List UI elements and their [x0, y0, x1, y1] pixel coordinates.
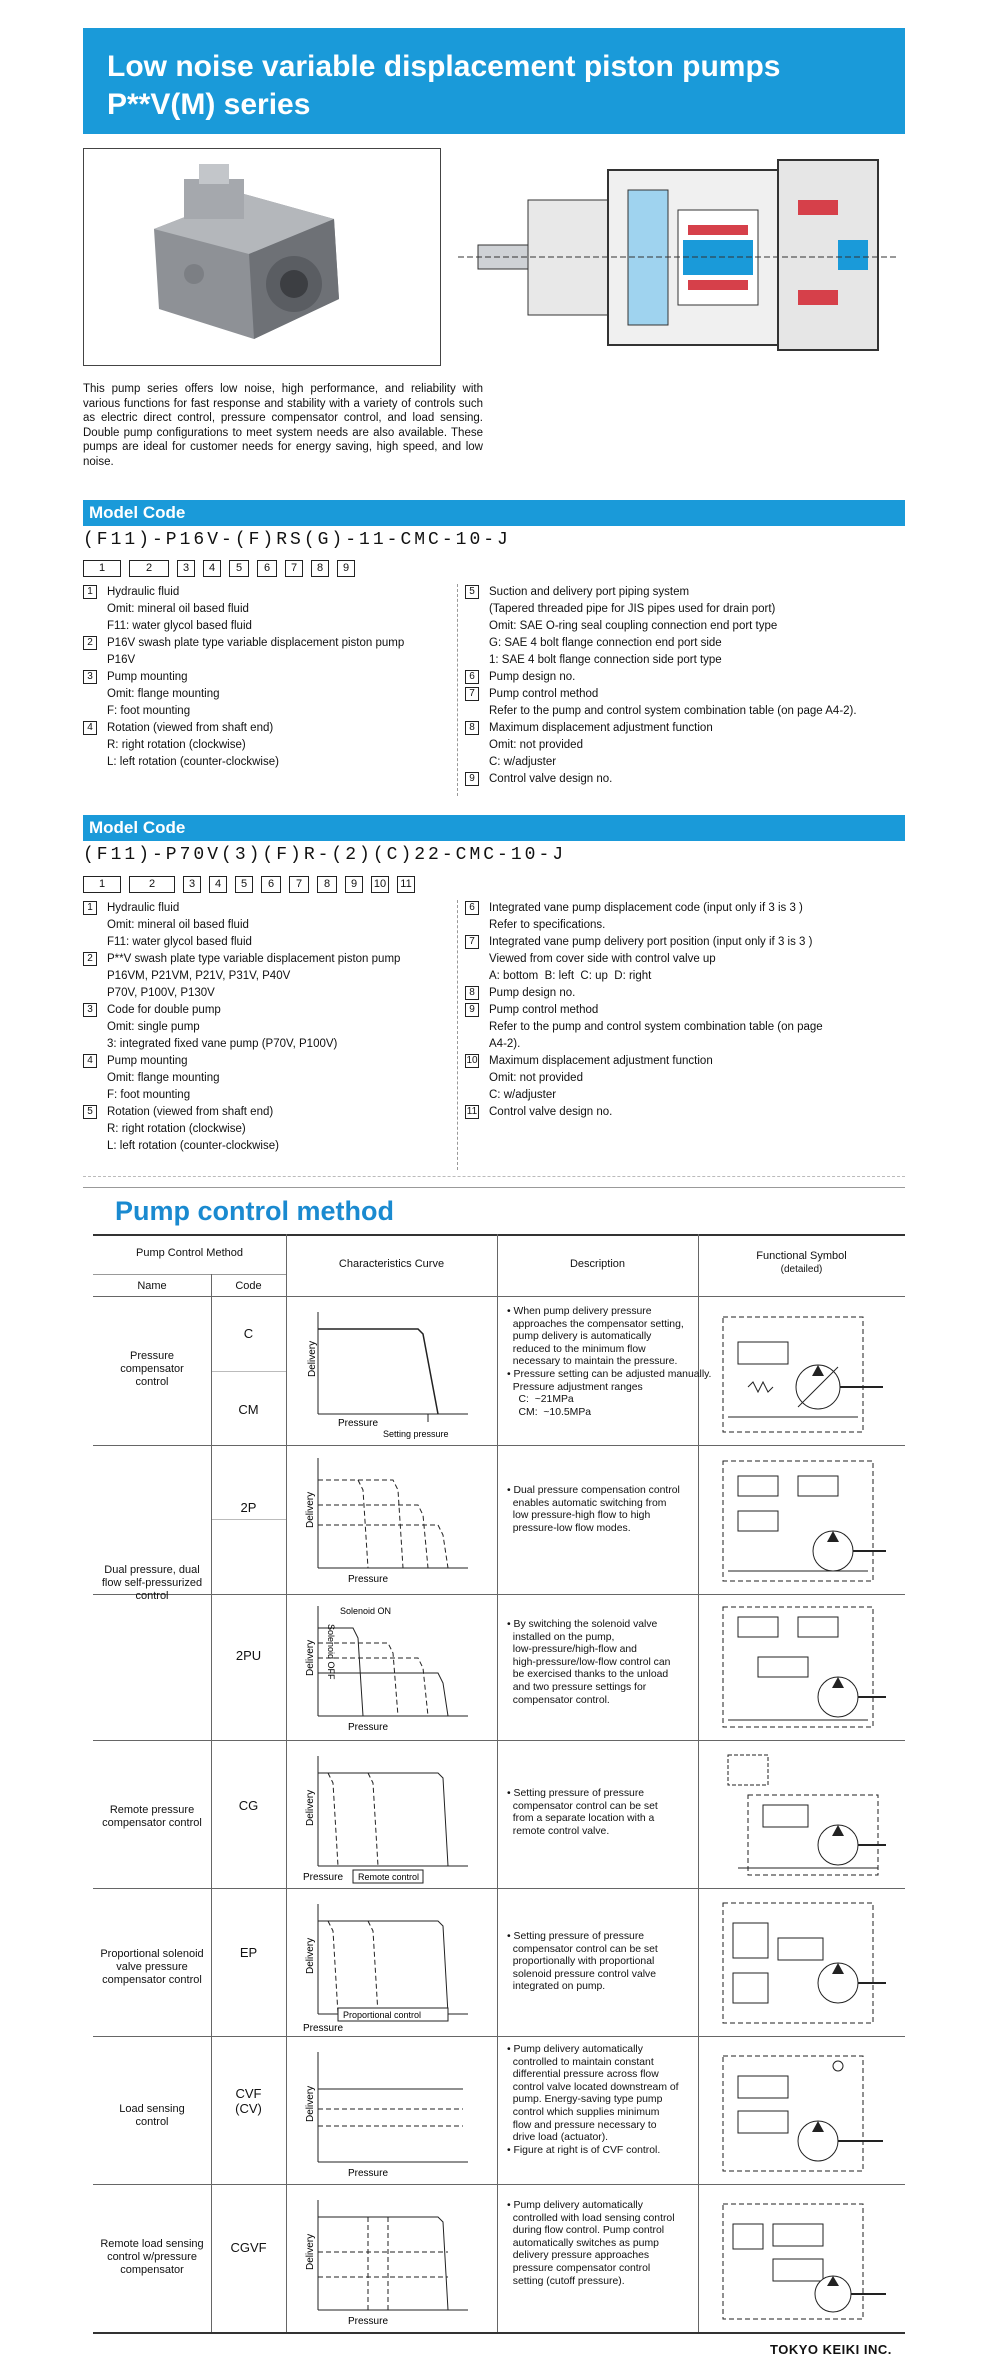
curve-2p — [298, 1450, 488, 1590]
model-code-item: 2 P16V swash plate type variable displacement piston pump P16V — [83, 635, 453, 669]
intro-paragraph: This pump series offers low noise, high performance, and reliability with various functions for fast response and stability with a variety of controls such as electric direct control, pressure compensator control, and load sensing. Double pump configurations to meet system needs are also available. These pumps are ideal for customer needs for energy saving, high speed, and low noise. — [83, 383, 483, 468]
item-number-box: 9 — [465, 1003, 479, 1017]
code-position-box: 5 — [235, 876, 253, 893]
code-cm: CM — [238, 1402, 259, 1417]
model-code-1-right-list — [465, 584, 905, 788]
code-position-box: 3 — [177, 560, 195, 577]
item-number-box: 10 — [466, 1055, 478, 1066]
model-code-item: 8 Maximum displacement adjustment function Omit: not provided C: w/adjuster — [465, 720, 905, 771]
row-name-dual-pressure: Dual pressure, dual flow self-pressurized control — [101, 1564, 203, 1602]
model-code-item: 3 Pump mounting Omit: flange mounting F: foot mounting — [83, 669, 453, 720]
code-position-box: 6 — [257, 560, 277, 577]
desc-remote-load-sensing: • Pump delivery automatically controlled with load sensing control during flow control. Pump control automatically switches as pump delivery pressure approaches pressure compensator control setting (cutoff pressure). — [507, 2200, 675, 2287]
model-code-item: 1 Hydraulic fluid Omit: mineral oil based fluid F11: water glycol based fluid — [83, 584, 453, 635]
code-position-box: 10 — [371, 876, 389, 893]
code-position-box: 4 — [209, 876, 227, 893]
item-number-box: 6 — [465, 901, 479, 915]
model-code-item: 6 Pump design no. — [465, 669, 905, 686]
curve-label-delivery: Delivery — [307, 1340, 318, 1377]
row-name-remote-load-sensing: Remote load sensing control w/pressure compensator — [100, 2238, 204, 2276]
svg-text:Delivery: Delivery — [305, 1937, 316, 1974]
model-code-item: 3 Code for double pump Omit: single pump 3: integrated fixed vane pump (P70V, P100V) — [83, 1002, 453, 1053]
code-position-box: 9 — [345, 876, 363, 893]
row-name-proportional-solenoid: Proportional solenoid valve pressure compensator control — [100, 1948, 204, 1986]
code-position-box: 7 — [289, 876, 309, 893]
code-position-box: 6 — [261, 876, 281, 893]
model-code-item: 5 Rotation (viewed from shaft end) R: right rotation (clockwise) L: left rotation (counter-clockwise) — [83, 1104, 453, 1155]
desc-remote-pressure: • Setting pressure of pressure compensator control can be set from a separate location with a remote control valve. — [507, 1788, 658, 1837]
header-name: Name — [137, 1280, 167, 1292]
pump-cross-section — [458, 140, 905, 372]
model-code-item: 5 Suction and delivery port piping system (Tapered threaded pipe for JIS pipes used for drain port) Omit: SAE O-ring seal coupling connection end port type G: SAE 4 bolt flange connection end port side 1: SAE 4 bolt flange connection side port type — [465, 584, 905, 669]
model-code-item: 11 Control valve design no. — [466, 1106, 613, 1118]
item-number-box: 3 — [83, 1003, 97, 1017]
model-code-item: 9 Control valve design no. — [465, 771, 905, 788]
pump-control-method-title: Pump control method — [115, 1196, 394, 1226]
model-code-item: 1 Hydraulic fluid Omit: mineral oil based fluid F11: water glycol based fluid — [83, 900, 453, 951]
row-name-load-sensing: Load sensing control — [119, 2103, 185, 2128]
model-code-1: (F11)-P16V-(F)RS(G)-11-CMC-10-J — [83, 530, 511, 550]
curve-label-remote-control: Remote control — [358, 1872, 420, 1882]
title-banner — [83, 28, 905, 134]
code-position-box: 4 — [203, 560, 221, 577]
desc-2p: • Dual pressure compensation control enables automatic switching from low pressure-high flow to high pressure-low flow modes. — [507, 1485, 680, 1534]
header-code: Code — [235, 1280, 262, 1292]
model-code-item: 8 Pump design no. — [465, 985, 905, 1002]
model-code-1-left-list — [83, 584, 453, 771]
item-number-box: 8 — [465, 721, 479, 735]
code-position-box: 1 — [83, 876, 121, 893]
code-2pu: 2PU — [235, 1648, 262, 1663]
curve-label-setting-pressure: Setting pressure — [383, 1429, 449, 1439]
desc-pressure-compensator: • When pump delivery pressure approaches the compensator setting, pump delivery is automatically reduced to the minimum flow necessary to maintain the pressure. • Pressure setting can be adjusted manually. Pressure adjustment ranges C: ~21MPa CM: ~10.5MPa — [507, 1306, 712, 1418]
curve-ep — [298, 1896, 488, 2036]
svg-text:Delivery: Delivery — [305, 2233, 316, 2270]
code-ep: EP — [239, 1945, 258, 1960]
row-name-pressure-compensator: Pressure compensator control — [120, 1350, 184, 1388]
curve-label-solenoid-on: Solenoid ON — [340, 1606, 392, 1616]
item-number-box: 2 — [83, 636, 97, 650]
item-number-box: 7 — [465, 935, 479, 949]
pump-photo — [83, 148, 441, 366]
code-position-box: 9 — [337, 560, 355, 577]
code-cgvf: CGVF — [230, 2240, 267, 2255]
symbol-2pu — [718, 1602, 888, 1734]
page-subtitle: P**V(M) series — [107, 88, 311, 121]
svg-text:Pressure: Pressure — [348, 1722, 389, 1733]
symbol-load-sensing — [718, 2046, 888, 2178]
desc-proportional-solenoid: • Setting pressure of pressure compensator control can be set proportionally with proportional solenoid pressure control valve integrated on pump. — [507, 1931, 658, 1993]
row-name-remote-pressure: Remote pressure compensator control — [102, 1804, 202, 1829]
model-code-item: 2 P**V swash plate type variable displacement piston pump P16VM, P21VM, P21V, P31V, P40V P70V, P100V, P130V — [83, 951, 453, 1002]
curve-load-sensing — [298, 2044, 488, 2184]
item-number-box: 6 — [465, 670, 479, 684]
symbol-remote-load-sensing — [718, 2194, 888, 2326]
svg-text:Pressure: Pressure — [303, 2023, 344, 2034]
item-number-box: 11 — [466, 1106, 478, 1117]
model-code-item: 4 Pump mounting Omit: flange mounting F: foot mounting — [83, 1053, 453, 1104]
code-cg: CG — [238, 1798, 259, 1813]
curve-label-solenoid-off: Solenoid OFF — [326, 1624, 336, 1680]
code-position-box: 2 — [129, 876, 175, 893]
curve-label-proportional-control: Proportional control — [343, 2010, 422, 2020]
item-number-box: 8 — [465, 986, 479, 1000]
item-number-box: 5 — [83, 1105, 97, 1119]
svg-text:Delivery: Delivery — [305, 1789, 316, 1826]
svg-text:Delivery: Delivery — [305, 1491, 316, 1528]
curve-remote-load-sensing — [298, 2192, 488, 2332]
item-number-box: 9 — [465, 772, 479, 786]
code-2p: 2P — [240, 1500, 257, 1515]
code-c: C — [243, 1326, 254, 1341]
svg-text:Pressure: Pressure — [348, 2168, 389, 2179]
model-code-item: 4 Rotation (viewed from shaft end) R: right rotation (clockwise) L: left rotation (counter-clockwise) — [83, 720, 453, 771]
model-code-item: 7 Pump control method Refer to the pump and control system combination table (on page A4-2). — [465, 686, 905, 720]
item-number-box: 1 — [83, 901, 97, 915]
item-number-box: 2 — [83, 952, 97, 966]
pump-control-table — [93, 1234, 905, 2334]
curve-pressure-compensator — [298, 1304, 488, 1439]
model-code-2: (F11)-P70V(3)(F)R-(2)(C)22-CMC-10-J — [83, 845, 567, 865]
model-code-item: 9 Pump control method Refer to the pump and control system combination table (on page A4-2). — [465, 1002, 905, 1053]
item-number-box: 4 — [83, 1054, 97, 1068]
header-curve: Characteristics Curve — [338, 1258, 445, 1270]
symbol-2p — [718, 1456, 888, 1586]
page-title: Low noise variable displacement piston pumps — [107, 50, 781, 83]
desc-load-sensing: • Pump delivery automatically controlled to maintain constant differential pressure across flow control valve located downstream of pump. Energy-saving type pump control which supplies minimum flow and pressure necessary to drive load (actuator). • Figure at right is of CVF control. — [507, 2044, 679, 2156]
footer-company: TOKYO KEIKI INC. — [770, 2342, 892, 2357]
curve-label-pressure: Pressure — [338, 1418, 379, 1429]
header-method: Pump Control Method — [136, 1247, 243, 1259]
model-code-item: 7 Integrated vane pump delivery port position (input only if 3 is 3 ) Viewed from cover side with control valve up A: bottom B: left C: up D: right — [465, 934, 905, 985]
code-position-box: 3 — [183, 876, 201, 893]
model-code-item: 6 Integrated vane pump displacement code (input only if 3 is 3 ) Refer to specifications. — [465, 900, 905, 934]
header-symbol: Functional Symbol — [756, 1250, 847, 1262]
code-position-box: 8 — [311, 560, 329, 577]
code-position-box: 8 — [317, 876, 337, 893]
curve-cg — [298, 1748, 488, 1888]
model-code-bar-1: Model Code — [83, 500, 905, 526]
header-symbol-sub: (detailed) — [780, 1264, 823, 1275]
item-number-box: 4 — [83, 721, 97, 735]
item-number-box: 1 — [83, 585, 97, 599]
svg-text:Pressure: Pressure — [348, 2316, 389, 2327]
desc-2pu: • By switching the solenoid valve installed on the pump, low-pressure/high-flow and high-pressure/low-flow control can be exercised thanks to the unload and two pressure settings for compensator control. — [507, 1619, 671, 1706]
symbol-pressure-compensator — [718, 1312, 888, 1437]
svg-text:Delivery: Delivery — [305, 2085, 316, 2122]
model-code-2-left-list — [83, 900, 453, 1155]
code-position-box: 5 — [229, 560, 249, 577]
svg-text:Pressure: Pressure — [303, 1872, 344, 1883]
code-position-box: 7 — [285, 560, 303, 577]
code-position-box: 11 — [397, 876, 415, 893]
svg-text:Delivery: Delivery — [305, 1639, 316, 1676]
code-position-box: 1 — [83, 560, 121, 577]
svg-text:Pressure: Pressure — [348, 1574, 389, 1585]
item-number-box: 5 — [465, 585, 479, 599]
code-cvf: CVF (CV) — [235, 2086, 262, 2116]
model-code-bar-2: Model Code — [83, 815, 905, 841]
code-position-box: 2 — [129, 560, 169, 577]
symbol-ep — [718, 1898, 888, 2030]
item-number-box: 7 — [465, 687, 479, 701]
model-code-2-right-list — [465, 900, 905, 1121]
header-description: Description — [569, 1258, 626, 1270]
curve-2pu — [298, 1598, 488, 1738]
item-number-box: 3 — [83, 670, 97, 684]
symbol-cg — [718, 1750, 888, 1882]
model-code-item: 10 Maximum displacement adjustment function Omit: not provided C: w/adjuster — [466, 1055, 713, 1101]
